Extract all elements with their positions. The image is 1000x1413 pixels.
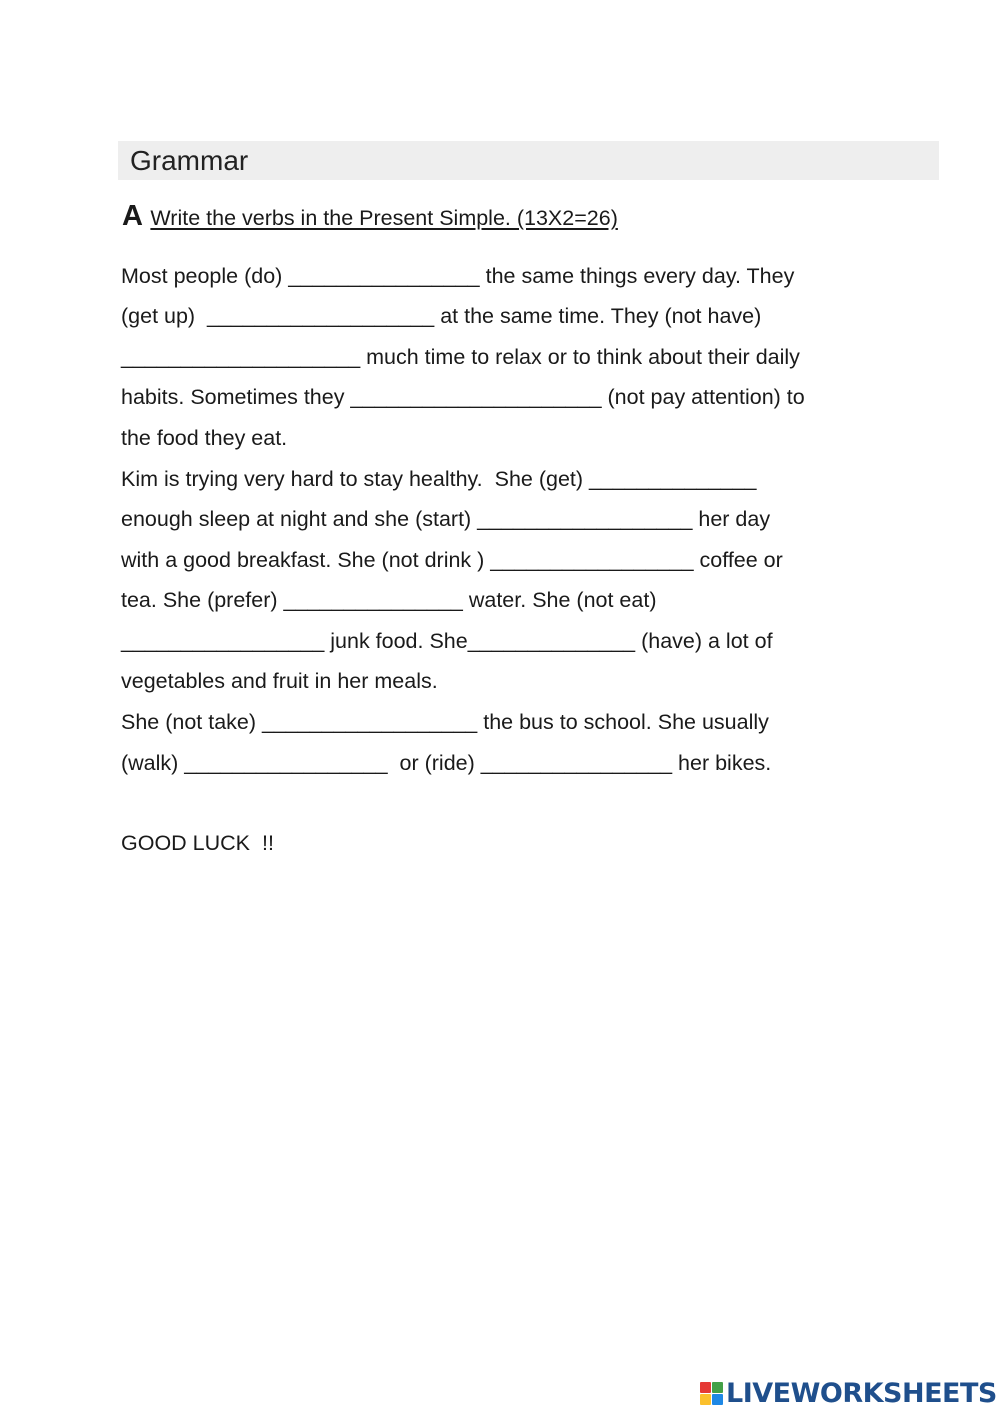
logo-block-blue [712,1394,723,1405]
text-line: tea. She (prefer) _______________ water. She (not eat) [121,588,657,612]
text-line: (walk) _________________ or (ride) ________________ her bikes. [121,751,772,775]
text-line: (get up) ___________________ at the same time. They (not have) [121,304,762,328]
text-line: _________________ junk food. She______________ (have) a lot of [121,629,773,653]
logo-block-yellow [700,1394,711,1405]
logo-brand-text: LIVEWORKSHEETS [726,1377,997,1409]
text-line: vegetables and fruit in her meals. [121,669,438,693]
closing-text: GOOD LUCK !! [121,831,274,855]
text-line: She (not take) __________________ the bus to school. She usually [121,710,769,734]
logo-blocks-icon [700,1382,723,1405]
text-line: Most people (do) ________________ the same things every day. They [121,264,795,288]
logo-block-green [712,1382,723,1393]
exercise-letter: A [122,200,143,232]
liveworksheets-logo [700,1377,997,1409]
section-title: Grammar [130,145,249,176]
section-header [118,141,939,180]
text-line: habits. Sometimes they _____________________ (not pay attention) to [121,385,805,409]
text-line: enough sleep at night and she (start) __________________ her day [121,507,771,531]
exercise-instruction [122,200,618,233]
instruction-text: Write the verbs in the Present Simple. (13X2=26) [150,206,618,230]
text-line: with a good breakfast. She (not drink ) _________________ coffee or [121,548,783,572]
logo-block-red [700,1382,711,1393]
text-line: ____________________ much time to relax or to think about their daily [121,345,800,369]
text-line: the food they eat. [121,426,288,450]
text-line: Kim is trying very hard to stay healthy. She (get) ______________ [121,467,757,491]
